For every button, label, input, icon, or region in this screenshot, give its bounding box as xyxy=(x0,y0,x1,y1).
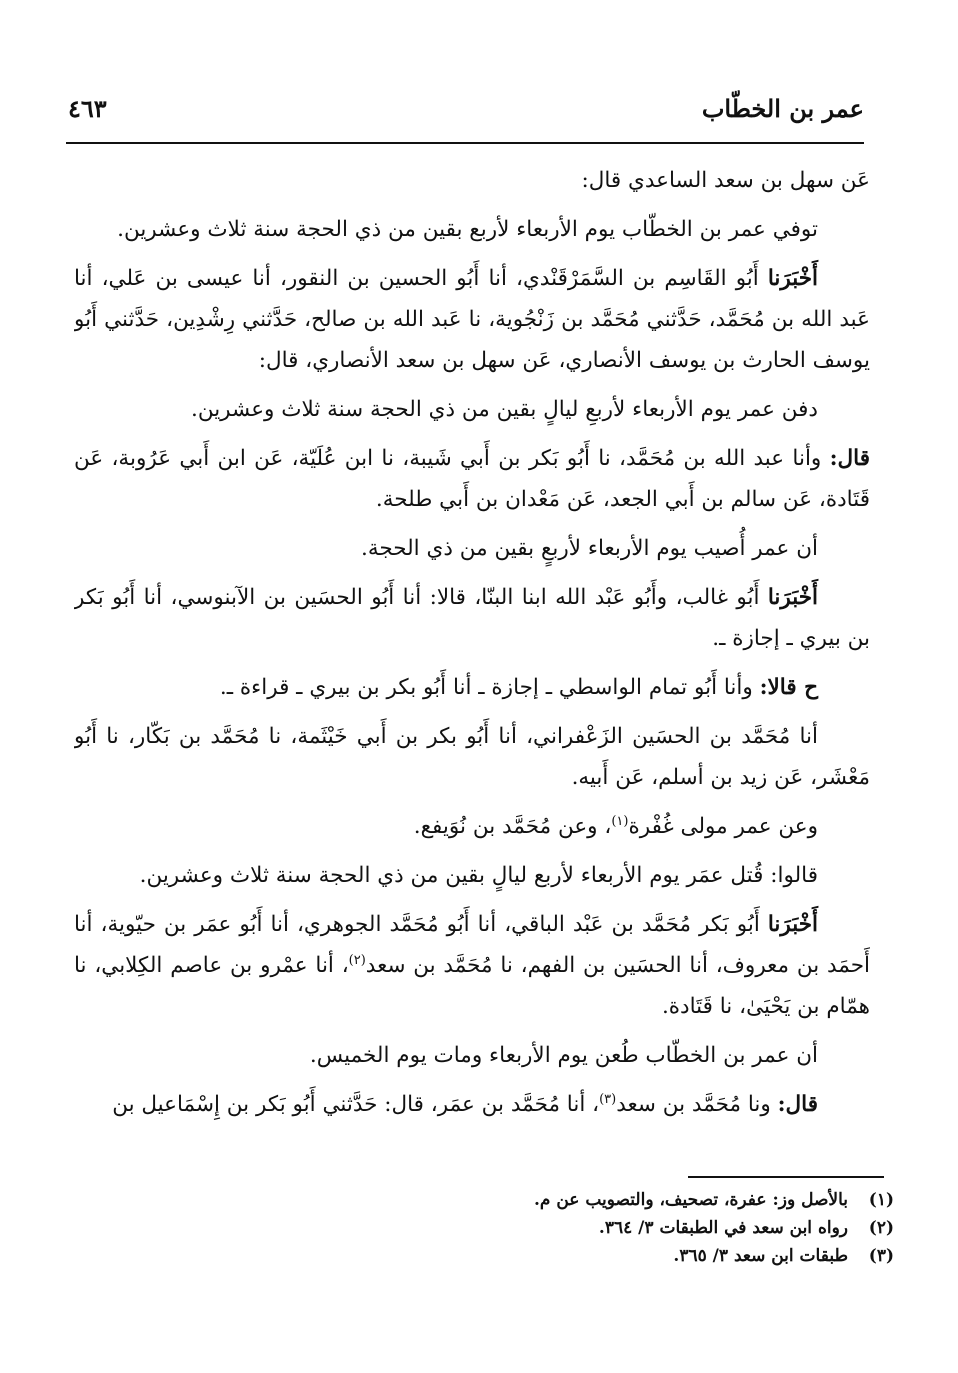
footnote-text: رواه ابن سعد في الطبقات ٣/ ٣٦٤. xyxy=(598,1218,848,1238)
running-title: عمر بن الخطّاب xyxy=(701,94,864,123)
paragraph-text-tail: ، أنا عمْرو بن عاصم الكِلابي، نا همّام بن يَحْيَىٰ، نا قَتَادة. xyxy=(74,953,870,1019)
footnote-3 xyxy=(394,1242,894,1270)
footnote-number: (٣) xyxy=(868,1246,894,1266)
paragraph-text-tail: ، أنا مُحَمَّد بن عمَر، قال: حَدَّثني أَبُو بَكر بن إِسْمَاعيل بن xyxy=(112,1092,600,1117)
paragraph-text: أَبُو غالب، وأَبُو عَبْد الله ابنا البنّا، قالا: أنا أَبُو الحسَين بن الآبنوسي، أنا أَبُو بَكر بن بيري ـ إجازة ـ. xyxy=(74,585,870,651)
footnotes xyxy=(394,1186,894,1270)
paragraph-2 xyxy=(74,209,870,250)
paragraph-text: وأنا أَبُو تمام الواسطي ـ إجازة ـ أنا أَبُو بكر بن بيري ـ قراءة ـ. xyxy=(219,675,760,700)
paragraph-text: أنا مُحَمَّد بن الحسَين الزَعْفراني، أنا أَبُو بكر بن أَبي خَيْثَمة، نا مُحَمَّد بن بَكّار، نا أَبُو مَعْشَر، عَن زيد بن أسلم، عَن أَبيه. xyxy=(74,724,870,790)
isnad-lead-word: ح قالا: xyxy=(759,675,818,700)
paragraph-3 xyxy=(74,258,870,381)
footnote-text: بالأصل وز: عفرة، تصحيف، والتصويب عن م. xyxy=(533,1190,848,1210)
paragraph-14 xyxy=(74,1084,870,1125)
footnote-number: (٢) xyxy=(868,1218,894,1238)
paragraph-text-tail: ، وعن مُحَمَّد بن نُوَيفع. xyxy=(413,814,612,839)
paragraph-text: وعن عمر مولى غُفْرة xyxy=(628,814,818,839)
isnad-lead-word: أَخْبَرَنا xyxy=(767,912,818,937)
paragraph-4 xyxy=(74,389,870,430)
footnote-divider xyxy=(688,1176,884,1178)
paragraph-8 xyxy=(74,667,870,708)
footnote-1 xyxy=(394,1186,894,1214)
paragraph-text: قالوا: قُتل عمَر يوم الأربعاء لأربع ليالٍ بقين من ذي الحجة سنة ثلاث وعشرين. xyxy=(139,863,818,888)
paragraph-12 xyxy=(74,904,870,1027)
paragraph-text: أن عمر أُصيب يوم الأربعاء لأربعٍ بقين من ذي الحجة. xyxy=(361,536,818,561)
page-number: ٤٦٣ xyxy=(68,94,107,123)
isnad-lead-word: قال: xyxy=(777,1092,818,1117)
paragraph-9 xyxy=(74,716,870,798)
isnad-lead-word: أَخْبَرَنا xyxy=(767,266,818,291)
paragraph-5 xyxy=(74,438,870,520)
paragraph-text: ونا مُحَمَّد بن سعد xyxy=(616,1092,778,1117)
paragraph-7 xyxy=(74,577,870,659)
paragraph-text: أَبُو القَاسِم بن السَّمَرْقَنْدي، أنا أَبُو الحسين بن النقور، أنا عيسى بن عَلي، أنا عَبد الله بن مُحَمَّد، حَدَّثني مُحَمَّد بن زَنْجُوية، نا عَبد الله بن صالح، حَدَّثني رِشْدِين، حَدَّثني أَبُو يوسف الحارث بن يوسف الأنصاري، عَن سهل بن سعد الأنصاري، قال: xyxy=(74,266,870,373)
paragraph-text: أن عمر بن الخطّاب طُعن يوم الأربعاء ومات يوم الخميس. xyxy=(309,1043,818,1068)
paragraph-1 xyxy=(74,160,870,201)
footnote-number: (١) xyxy=(868,1190,894,1210)
paragraph-text: وأنا عبد الله بن مُحَمَّد، نا أَبُو بَكر بن أَبي شَيبة، نا ابن عُلَيّة، عَن ابن أَبي عَرُوبة، عَن قَتَادة، عَن سالم بن أَبي الجعد، عَن مَعْدان بن أَبي طلحة. xyxy=(74,446,870,512)
footnote-ref: (٢) xyxy=(348,952,366,968)
footnote-2 xyxy=(394,1214,894,1242)
isnad-lead-word: أَخْبَرَنا xyxy=(767,585,818,610)
main-text xyxy=(74,160,870,1170)
footnote-text: طبقات ابن سعد ٣/ ٣٦٥. xyxy=(673,1246,848,1266)
paragraph-6 xyxy=(74,528,870,569)
footnote-ref: (٣) xyxy=(599,1091,617,1107)
running-header xyxy=(66,92,864,144)
isnad-lead-word: قال: xyxy=(829,446,870,471)
paragraph-13 xyxy=(74,1035,870,1076)
paragraph-text: عَن سهل بن سعد الساعدي قال: xyxy=(581,168,870,193)
paragraph-text: توفي عمر بن الخطّاب يوم الأربعاء لأربع بقين من ذي الحجة سنة ثلاث وعشرين. xyxy=(117,217,818,242)
paragraph-text: أَبُو بَكر مُحَمَّد بن عَبْد الباقي، أنا أَبُو مُحَمَّد الجوهري، أنا أَبُو عمَر بن حيّوية، أنا أَحمَد بن معروف، أنا الحسَين بن الفهم، نا مُحَمَّد بن سعد xyxy=(74,912,870,978)
paragraph-10 xyxy=(74,806,870,847)
footnote-ref: (١) xyxy=(611,813,629,829)
paragraph-11 xyxy=(74,855,870,896)
paragraph-text: دفن عمر يوم الأربعاء لأربعِ ليالٍ بقين من ذي الحجة سنة ثلاث وعشرين. xyxy=(191,397,818,422)
